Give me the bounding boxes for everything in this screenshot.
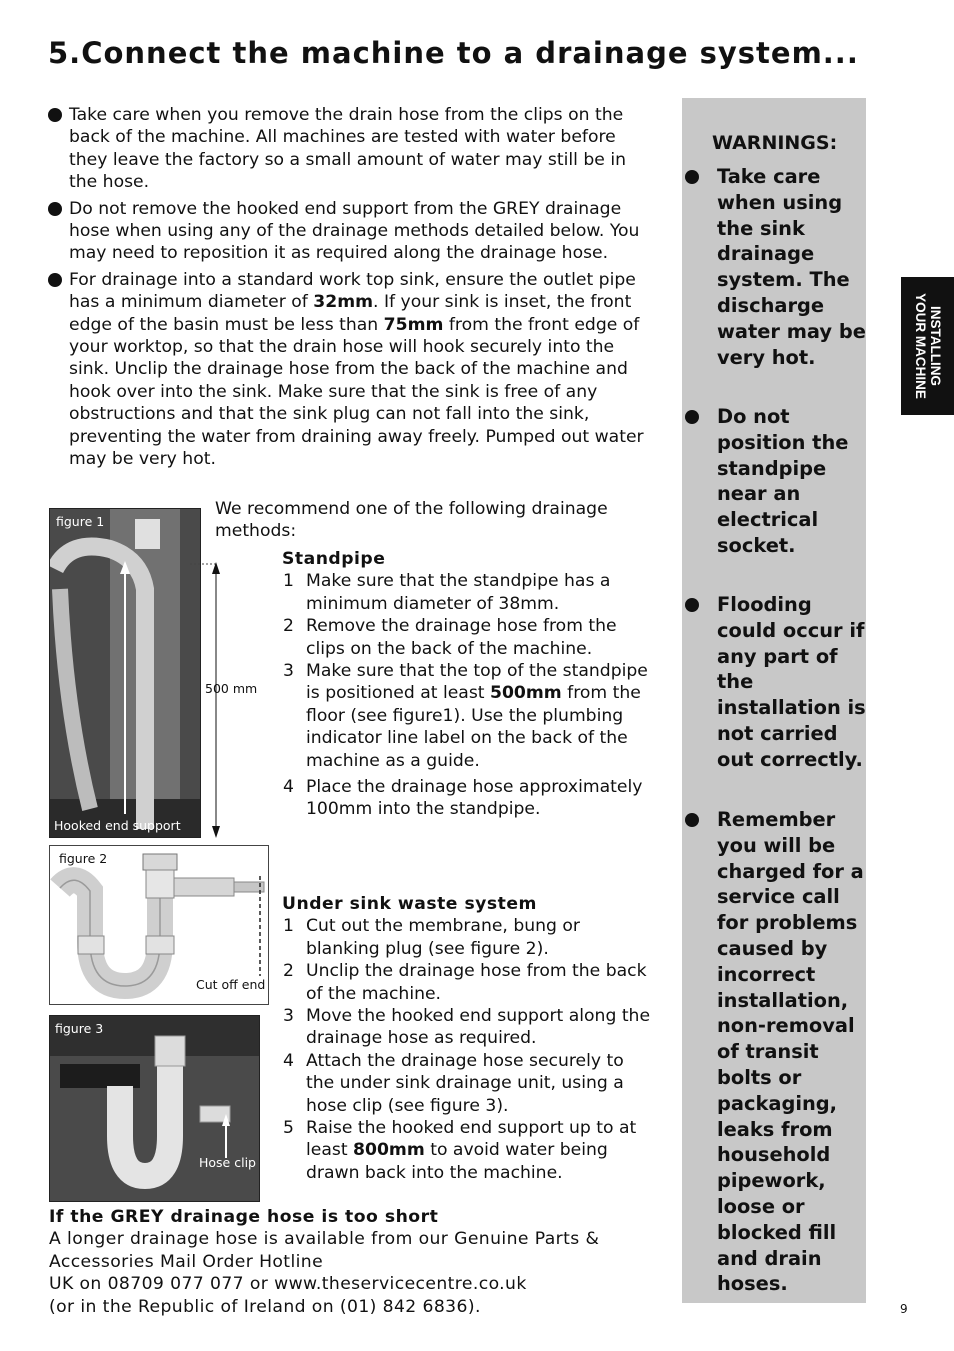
- bullet-dot: [685, 598, 699, 612]
- step-number: 5: [283, 1118, 294, 1139]
- measure-label: 500 mm: [205, 681, 258, 696]
- intro-bullets: [48, 104, 656, 475]
- intro-bullet-2: [48, 198, 656, 265]
- warning-4: [682, 807, 866, 1297]
- outlet-diameter-value: 32mm: [313, 292, 374, 313]
- text-span: For drainage into a standard work top sink, ensure the outlet pipe has a minimum diameter of: [69, 269, 636, 313]
- short-hose-line-2: UK on 08709 077 077 or www.theservicecentre.co.uk: [49, 1274, 527, 1295]
- step-text: Attach the drainage hose securely to the under sink drainage unit, using a hose clip (see figure 3).: [306, 1050, 624, 1116]
- step-text: Make sure that the standpipe has a minimum diameter of 38mm.: [306, 571, 611, 614]
- page-number: 9: [900, 1302, 908, 1316]
- step-text: Unclip the drainage hose from the back of the machine.: [306, 961, 647, 1004]
- figure-3-label: Hose clip: [199, 1155, 256, 1170]
- warning-1-text: Take care when using the sink drainage system. The discharge water may be very hot.: [717, 165, 866, 369]
- figure-2-label: Cut off end: [196, 977, 266, 992]
- list-item: [282, 1117, 654, 1184]
- step-text: Place the drainage hose approximately 100mm into the standpipe.: [306, 777, 643, 820]
- standpipe-height-value: 500mm: [490, 683, 562, 704]
- step-text: Raise the hooked end support up to at least: [306, 1118, 637, 1161]
- step-text: to avoid water being drawn back into the machine.: [306, 1140, 608, 1183]
- short-hose-line-3: (or in the Republic of Ireland on (01) 842 6836).: [49, 1296, 481, 1317]
- list-item: [282, 1005, 654, 1050]
- text-span: . If your sink is inset, the front edge of the basin must be less than: [69, 292, 632, 335]
- figure-2-photo: [49, 845, 269, 1005]
- figure-3-caption: figure 3: [55, 1021, 104, 1036]
- step-number: 4: [283, 777, 294, 798]
- recommend-text: We recommend one of the following drainage methods:: [215, 499, 608, 542]
- text-span: from the front edge of your worktop, so that the drain hose will hook securely into the sink. Unclip the drainage hose from the back of the machine and hook over into the sink. Make sure that the sink is free of any obstructions and that the sink plug can not fall into the sink, preventing the water from draining away freely. Pumped out water may be very hot.: [69, 314, 644, 470]
- figure-3-photo: [49, 1015, 260, 1202]
- figure-2-caption: figure 2: [59, 851, 108, 866]
- step-text: Move the hooked end support along the drainage hose as required.: [306, 1006, 651, 1049]
- side-tab-line-2: YOUR MACHINE: [912, 293, 928, 399]
- bullet-dot: [48, 108, 62, 122]
- step-number: 4: [283, 1050, 294, 1071]
- figure-1-photo: [49, 508, 201, 838]
- step-text: Cut out the membrane, bung or blanking plug (see figure 2).: [306, 916, 580, 959]
- step-number: 3: [283, 661, 294, 682]
- side-tab-label: [913, 293, 943, 399]
- side-tab-line-1: INSTALLING: [927, 305, 943, 386]
- warning-3: [682, 592, 866, 773]
- undersink-section: [282, 893, 654, 1184]
- bullet-dot: [685, 170, 699, 184]
- list-item: [282, 960, 654, 1005]
- figure-3-illustration: [50, 1016, 259, 1201]
- warning-3-text: Flooding could occur if any part of the installation is not carried out correctly.: [717, 593, 866, 771]
- bullet-dot: [685, 813, 699, 827]
- step-text: from the floor (see figure1). Use the plumbing indicator line label on the back of the machine as a guide.: [306, 683, 641, 771]
- list-item: [282, 776, 654, 821]
- list-item: [282, 1050, 654, 1117]
- list-item: [282, 570, 654, 615]
- warnings-heading: WARNINGS:: [712, 132, 838, 154]
- warning-4-text: Remember you will be charged for a service call for problems caused by incorrect installation, non-removal of transit bolts or packaging, leaks from household pipework, loose or blocked fill and drain hoses.: [717, 808, 864, 1296]
- short-hose-line-1: A longer drainage hose is available from our Genuine Parts & Accessories Mail Order Hotline: [49, 1229, 600, 1272]
- page-title: 5.Connect the machine to a drainage system...: [48, 36, 859, 70]
- standpipe-heading: Standpipe: [282, 549, 386, 569]
- hook-height-value: 800mm: [353, 1140, 425, 1161]
- short-hose-heading: If the GREY drainage hose is too short: [49, 1207, 439, 1227]
- intro-bullet-1-text: Take care when you remove the drain hose from the clips on the back of the machine. All machines are tested with water before they leave the factory so a small amount of water may still be in the hose.: [69, 105, 627, 193]
- section-side-tab: [901, 277, 954, 415]
- warning-2: [682, 404, 866, 559]
- figure-1-caption: figure 1: [56, 514, 105, 529]
- step-number: 3: [283, 1006, 294, 1027]
- standpipe-steps: [282, 570, 654, 820]
- intro-bullet-1: [48, 104, 656, 194]
- warnings-box: [682, 98, 866, 1303]
- basin-edge-value: 75mm: [383, 314, 444, 335]
- standpipe-section: [282, 548, 654, 821]
- measure-arrow-icon: [190, 558, 230, 842]
- warning-2-text: Do not position the standpipe near an electrical socket.: [717, 405, 849, 557]
- bullet-dot: [48, 202, 62, 216]
- short-hose-section: [49, 1206, 669, 1318]
- list-item: [282, 660, 654, 772]
- warning-1: [682, 164, 866, 370]
- step-number: 1: [283, 916, 294, 937]
- bullet-dot: [685, 410, 699, 424]
- intro-bullet-3-text: [69, 269, 656, 471]
- step-text: Remove the drainage hose from the clips on the back of the machine.: [306, 616, 617, 659]
- intro-bullet-3: [48, 269, 656, 471]
- step-number: 1: [283, 571, 294, 592]
- step-number: 2: [283, 961, 294, 982]
- figure-1-illustration: [50, 509, 200, 837]
- list-item: [282, 915, 654, 960]
- intro-bullet-2-text: Do not remove the hooked end support from the GREY drainage hose when using any of the drainage methods detailed below. You may need to reposition it as required along the drainage hose.: [69, 198, 640, 264]
- step-text: Make sure that the top of the standpipe is positioned at least: [306, 661, 648, 704]
- undersink-heading: Under sink waste system: [282, 894, 537, 914]
- step-number: 2: [283, 616, 294, 637]
- figure-1-label: Hooked end support: [54, 818, 181, 833]
- undersink-steps: [282, 915, 654, 1184]
- list-item: [282, 615, 654, 660]
- bullet-dot: [48, 273, 62, 287]
